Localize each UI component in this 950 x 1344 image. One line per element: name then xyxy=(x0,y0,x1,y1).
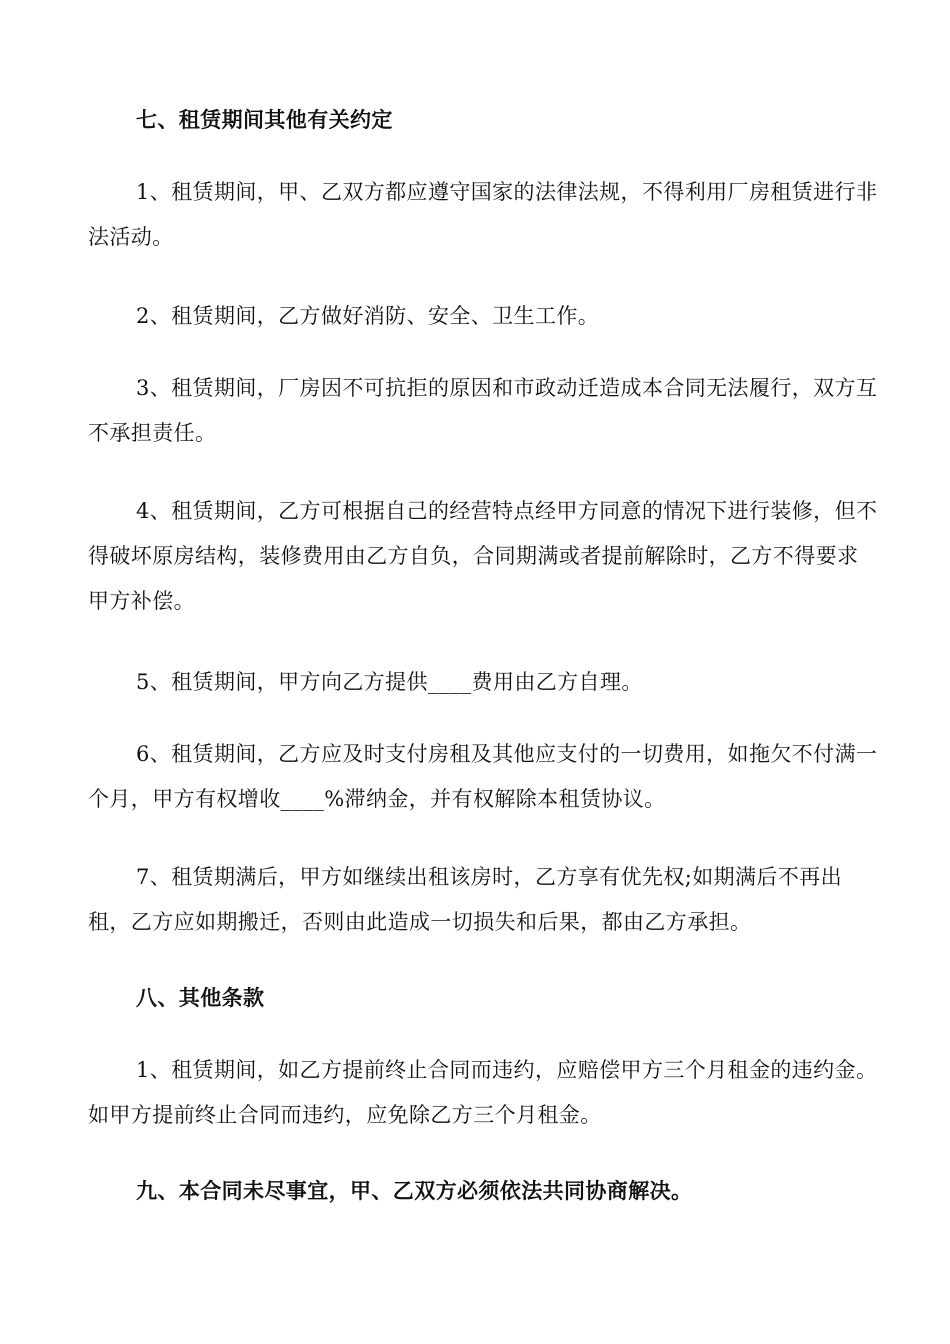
section-7-item-3: 3、租赁期间，厂房因不可抗拒的原因和市政动迁造成本合同无法履行，双方互不承担责任。 xyxy=(88,376,878,445)
section-7-item-4: 4、租赁期间，乙方可根据自己的经营特点经甲方同意的情况下进行装修，但不得破坏原房结构，装修费用由乙方自负，合同期满或者提前解除时，乙方不得要求甲方补偿。 xyxy=(88,499,878,613)
section-8-item-1: 1、租赁期间，如乙方提前终止合同而违约，应赔偿甲方三个月租金的违约金。如甲方提前终止合同而违约，应免除乙方三个月租金。 xyxy=(88,1058,878,1127)
section-7-item-2: 2、租赁期间，乙方做好消防、安全、卫生工作。 xyxy=(136,304,600,328)
section-7-item-7: 7、租赁期满后，甲方如继续出租该房时，乙方享有优先权;如期满后不再出租，乙方应如期搬迁，否则由此造成一切损失和后果，都由乙方承担。 xyxy=(88,865,843,934)
section-8-title: 八、其他条款 xyxy=(136,986,265,1010)
section-7-title: 七、租赁期间其他有关约定 xyxy=(136,108,393,132)
section-7-item-5: 5、租赁期间，甲方向乙方提供____费用由乙方自理。 xyxy=(136,670,643,694)
section-9-title: 九、本合同未尽事宜，甲、乙双方必须依法共同协商解决。 xyxy=(136,1179,693,1203)
section-7-item-1: 1、租赁期间，甲、乙双方都应遵守国家的法律法规，不得利用厂房租赁进行非法活动。 xyxy=(88,180,878,249)
section-7-item-6: 6、租赁期间，乙方应及时支付房租及其他应支付的一切费用，如拖欠不付满一个月，甲方有权增收____%滞纳金，并有权解除本租赁协议。 xyxy=(88,742,878,811)
